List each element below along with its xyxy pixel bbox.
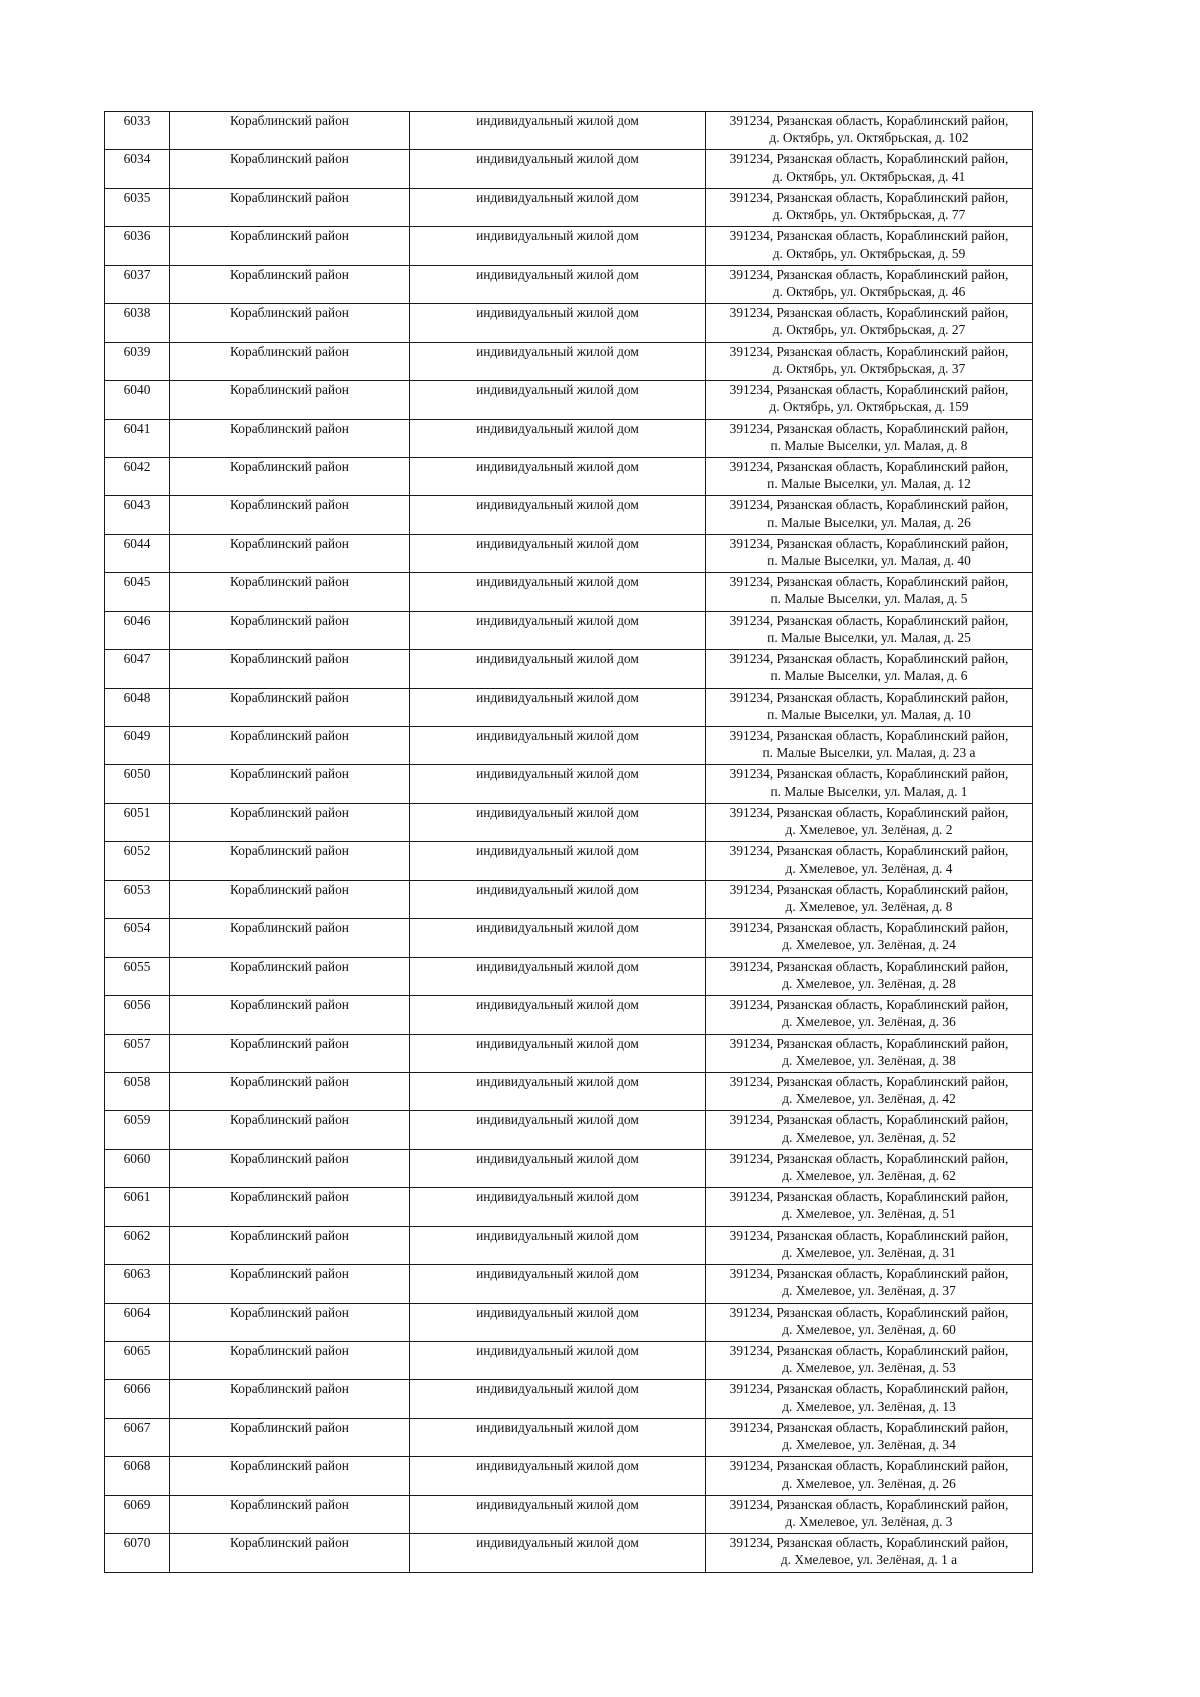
table-row xyxy=(105,1303,1033,1341)
district-cell: Кораблинский район xyxy=(170,1265,410,1303)
table-row xyxy=(105,880,1033,918)
address-line-1: 391234, Рязанская область, Кораблинский район, xyxy=(729,382,1009,398)
address-cell xyxy=(706,957,1033,995)
district-cell: Кораблинский район xyxy=(170,342,410,380)
row-number-cell: 6061 xyxy=(105,1188,170,1226)
address-cell xyxy=(706,842,1033,880)
row-number-cell: 6058 xyxy=(105,1072,170,1110)
address-line-1: 391234, Рязанская область, Кораблинский район, xyxy=(729,1266,1009,1282)
address-line-1: 391234, Рязанская область, Кораблинский район, xyxy=(729,1112,1009,1128)
object-type-cell: индивидуальный жилой дом xyxy=(410,457,706,495)
row-number-cell: 6040 xyxy=(105,381,170,419)
district-cell: Кораблинский район xyxy=(170,765,410,803)
district-cell: Кораблинский район xyxy=(170,1534,410,1572)
address-cell xyxy=(706,1534,1033,1572)
address-line-1: 391234, Рязанская область, Кораблинский район, xyxy=(729,612,1009,628)
address-line-1: 391234, Рязанская область, Кораблинский район, xyxy=(729,997,1009,1013)
address-line-2: п. Малые Выселки, ул. Малая, д. 26 xyxy=(767,514,971,530)
district-cell: Кораблинский район xyxy=(170,1342,410,1380)
row-number-cell: 6052 xyxy=(105,842,170,880)
table-row xyxy=(105,611,1033,649)
table-row xyxy=(105,765,1033,803)
district-cell: Кораблинский район xyxy=(170,496,410,534)
address-line-2: п. Малые Выселки, ул. Малая, д. 8 xyxy=(770,437,968,453)
object-type-cell: индивидуальный жилой дом xyxy=(410,227,706,265)
table-row xyxy=(105,188,1033,226)
object-type-cell: индивидуальный жилой дом xyxy=(410,265,706,303)
row-number-cell: 6039 xyxy=(105,342,170,380)
address-line-2: п. Малые Выселки, ул. Малая, д. 40 xyxy=(767,553,971,569)
address-line-2: д. Хмелевое, ул. Зелёная, д. 38 xyxy=(782,1052,956,1068)
district-cell: Кораблинский район xyxy=(170,381,410,419)
address-line-1: 391234, Рязанская область, Кораблинский район, xyxy=(729,1343,1009,1358)
address-cell xyxy=(706,534,1033,572)
table-row xyxy=(105,1342,1033,1380)
address-line-2: п. Малые Выселки, ул. Малая, д. 5 xyxy=(770,591,968,607)
address-cell xyxy=(706,227,1033,265)
table-row xyxy=(105,1534,1033,1572)
address-line-2: д. Хмелевое, ул. Зелёная, д. 60 xyxy=(782,1321,956,1337)
row-number-cell: 6062 xyxy=(105,1226,170,1264)
address-line-2: д. Хмелевое, ул. Зелёная, д. 52 xyxy=(782,1129,956,1145)
address-cell xyxy=(706,611,1033,649)
address-cell xyxy=(706,1380,1033,1418)
row-number-cell: 6043 xyxy=(105,496,170,534)
district-cell: Кораблинский район xyxy=(170,842,410,880)
object-type-cell: индивидуальный жилой дом xyxy=(410,1342,706,1380)
row-number-cell: 6056 xyxy=(105,996,170,1034)
address-cell xyxy=(706,1111,1033,1149)
address-cell xyxy=(706,265,1033,303)
object-type-cell: индивидуальный жилой дом xyxy=(410,1226,706,1264)
address-cell xyxy=(706,573,1033,611)
row-number-cell: 6051 xyxy=(105,803,170,841)
address-line-2: д. Хмелевое, ул. Зелёная, д. 42 xyxy=(782,1091,956,1107)
table-row xyxy=(105,803,1033,841)
district-cell: Кораблинский район xyxy=(170,1034,410,1072)
address-line-2: п. Малые Выселки, ул. Малая, д. 12 xyxy=(767,476,971,492)
district-cell: Кораблинский район xyxy=(170,1303,410,1341)
table-row xyxy=(105,957,1033,995)
address-line-1: 391234, Рязанская область, Кораблинский район, xyxy=(729,1073,1009,1089)
address-line-1: 391234, Рязанская область, Кораблинский район, xyxy=(729,189,1009,205)
table-row xyxy=(105,688,1033,726)
table-row xyxy=(105,1034,1033,1072)
table-row xyxy=(105,1265,1033,1303)
object-type-cell: индивидуальный жилой дом xyxy=(410,880,706,918)
address-line-1: 391234, Рязанская область, Кораблинский район, xyxy=(729,920,1009,936)
row-number-cell: 6042 xyxy=(105,457,170,495)
row-number-cell: 6054 xyxy=(105,919,170,957)
address-line-2: д. Октябрь, ул. Октябрьская, д. 27 xyxy=(772,322,966,338)
table-row xyxy=(105,1188,1033,1226)
row-number-cell: 6036 xyxy=(105,227,170,265)
row-number-cell: 6035 xyxy=(105,188,170,226)
registry-table xyxy=(104,111,1033,1573)
district-cell: Кораблинский район xyxy=(170,1495,410,1533)
address-cell xyxy=(706,727,1033,765)
address-cell xyxy=(706,880,1033,918)
address-cell xyxy=(706,342,1033,380)
table-row xyxy=(105,419,1033,457)
row-number-cell: 6041 xyxy=(105,419,170,457)
district-cell: Кораблинский район xyxy=(170,304,410,342)
address-cell xyxy=(706,304,1033,342)
address-line-1: 391234, Рязанская область, Кораблинский район, xyxy=(729,458,1009,474)
row-number-cell: 6044 xyxy=(105,534,170,572)
district-cell: Кораблинский район xyxy=(170,227,410,265)
address-line-2: д. Октябрь, ул. Октябрьская, д. 159 xyxy=(769,399,969,415)
address-cell xyxy=(706,1226,1033,1264)
address-line-1: 391234, Рязанская область, Кораблинский район, xyxy=(729,1150,1009,1166)
district-cell: Кораблинский район xyxy=(170,1380,410,1418)
address-line-2: п. Малые Выселки, ул. Малая, д. 1 xyxy=(770,783,968,799)
address-line-1: 391234, Рязанская область, Кораблинский район, xyxy=(729,1535,1009,1551)
district-cell: Кораблинский район xyxy=(170,688,410,726)
address-line-1: 391234, Рязанская область, Кораблинский район, xyxy=(729,113,1009,128)
address-line-1: 391234, Рязанская область, Кораблинский район, xyxy=(729,343,1009,359)
row-number-cell: 6057 xyxy=(105,1034,170,1072)
address-cell xyxy=(706,419,1033,457)
address-line-2: д. Октябрь, ул. Октябрьская, д. 102 xyxy=(769,130,969,146)
object-type-cell: индивидуальный жилой дом xyxy=(410,1418,706,1456)
address-line-1: 391234, Рязанская область, Кораблинский район, xyxy=(729,535,1009,551)
row-number-cell: 6060 xyxy=(105,1149,170,1187)
table-row xyxy=(105,1226,1033,1264)
object-type-cell: индивидуальный жилой дом xyxy=(410,611,706,649)
object-type-cell: индивидуальный жилой дом xyxy=(410,1111,706,1149)
address-line-2: д. Хмелевое, ул. Зелёная, д. 13 xyxy=(782,1398,956,1414)
address-cell xyxy=(706,150,1033,188)
district-cell: Кораблинский район xyxy=(170,534,410,572)
district-cell: Кораблинский район xyxy=(170,1072,410,1110)
address-cell xyxy=(706,919,1033,957)
address-line-1: 391234, Рязанская область, Кораблинский район, xyxy=(729,804,1009,820)
object-type-cell: индивидуальный жилой дом xyxy=(410,381,706,419)
table-row xyxy=(105,457,1033,495)
address-line-1: 391234, Рязанская область, Кораблинский район, xyxy=(729,1419,1009,1435)
address-cell xyxy=(706,1457,1033,1495)
address-line-2: д. Октябрь, ул. Октябрьская, д. 46 xyxy=(772,283,966,299)
object-type-cell: индивидуальный жилой дом xyxy=(410,765,706,803)
object-type-cell: индивидуальный жилой дом xyxy=(410,803,706,841)
row-number-cell: 6055 xyxy=(105,957,170,995)
address-line-1: 391234, Рязанская область, Кораблинский район, xyxy=(729,228,1009,244)
address-line-2: д. Хмелевое, ул. Зелёная, д. 1 а xyxy=(780,1552,958,1568)
registry-table-body xyxy=(105,112,1033,1573)
district-cell: Кораблинский район xyxy=(170,457,410,495)
object-type-cell: индивидуальный жилой дом xyxy=(410,304,706,342)
row-number-cell: 6064 xyxy=(105,1303,170,1341)
row-number-cell: 6069 xyxy=(105,1495,170,1533)
table-row xyxy=(105,1418,1033,1456)
address-line-2: п. Малые Выселки, ул. Малая, д. 6 xyxy=(770,668,968,684)
address-line-2: д. Хмелевое, ул. Зелёная, д. 51 xyxy=(782,1206,956,1222)
address-line-1: 391234, Рязанская область, Кораблинский район, xyxy=(729,420,1009,436)
address-line-1: 391234, Рязанская область, Кораблинский район, xyxy=(729,1227,1009,1243)
address-cell xyxy=(706,1149,1033,1187)
table-row xyxy=(105,996,1033,1034)
address-cell xyxy=(706,996,1033,1034)
table-row xyxy=(105,304,1033,342)
address-line-1: 391234, Рязанская область, Кораблинский район, xyxy=(729,728,1009,743)
district-cell: Кораблинский район xyxy=(170,611,410,649)
district-cell: Кораблинский район xyxy=(170,803,410,841)
address-cell xyxy=(706,1072,1033,1110)
table-row xyxy=(105,265,1033,303)
row-number-cell: 6070 xyxy=(105,1534,170,1572)
object-type-cell: индивидуальный жилой дом xyxy=(410,496,706,534)
row-number-cell: 6045 xyxy=(105,573,170,611)
table-row xyxy=(105,1495,1033,1533)
table-row xyxy=(105,496,1033,534)
address-line-2: д. Хмелевое, ул. Зелёная, д. 62 xyxy=(782,1168,956,1184)
row-number-cell: 6049 xyxy=(105,727,170,765)
row-number-cell: 6048 xyxy=(105,688,170,726)
address-line-1: 391234, Рязанская область, Кораблинский район, xyxy=(729,1304,1009,1320)
object-type-cell: индивидуальный жилой дом xyxy=(410,419,706,457)
district-cell: Кораблинский район xyxy=(170,650,410,688)
object-type-cell: индивидуальный жилой дом xyxy=(410,112,706,150)
object-type-cell: индивидуальный жилой дом xyxy=(410,1149,706,1187)
object-type-cell: индивидуальный жилой дом xyxy=(410,573,706,611)
object-type-cell: индивидуальный жилой дом xyxy=(410,188,706,226)
address-line-2: д. Хмелевое, ул. Зелёная, д. 8 xyxy=(785,898,953,914)
address-cell xyxy=(706,1303,1033,1341)
address-line-2: п. Малые Выселки, ул. Малая, д. 10 xyxy=(767,706,971,722)
row-number-cell: 6065 xyxy=(105,1342,170,1380)
address-line-2: д. Хмелевое, ул. Зелёная, д. 24 xyxy=(782,937,956,953)
address-line-2: д. Хмелевое, ул. Зелёная, д. 3 xyxy=(785,1513,953,1529)
table-row xyxy=(105,1149,1033,1187)
address-line-1: 391234, Рязанская область, Кораблинский район, xyxy=(729,151,1009,167)
address-cell xyxy=(706,112,1033,150)
district-cell: Кораблинский район xyxy=(170,1226,410,1264)
district-cell: Кораблинский район xyxy=(170,996,410,1034)
district-cell: Кораблинский район xyxy=(170,1149,410,1187)
table-row xyxy=(105,227,1033,265)
district-cell: Кораблинский район xyxy=(170,150,410,188)
address-cell xyxy=(706,803,1033,841)
address-line-1: 391234, Рязанская область, Кораблинский район, xyxy=(729,689,1009,705)
district-cell: Кораблинский район xyxy=(170,1457,410,1495)
table-row xyxy=(105,727,1033,765)
address-cell xyxy=(706,1418,1033,1456)
object-type-cell: индивидуальный жилой дом xyxy=(410,150,706,188)
address-line-2: д. Хмелевое, ул. Зелёная, д. 36 xyxy=(782,1014,956,1030)
table-row xyxy=(105,1072,1033,1110)
address-line-1: 391234, Рязанская область, Кораблинский район, xyxy=(729,1035,1009,1051)
table-row xyxy=(105,919,1033,957)
district-cell: Кораблинский район xyxy=(170,573,410,611)
address-cell xyxy=(706,688,1033,726)
address-cell xyxy=(706,765,1033,803)
row-number-cell: 6034 xyxy=(105,150,170,188)
object-type-cell: индивидуальный жилой дом xyxy=(410,1534,706,1572)
address-cell xyxy=(706,457,1033,495)
address-cell xyxy=(706,188,1033,226)
object-type-cell: индивидуальный жилой дом xyxy=(410,1072,706,1110)
row-number-cell: 6050 xyxy=(105,765,170,803)
row-number-cell: 6047 xyxy=(105,650,170,688)
row-number-cell: 6046 xyxy=(105,611,170,649)
object-type-cell: индивидуальный жилой дом xyxy=(410,727,706,765)
district-cell: Кораблинский район xyxy=(170,1111,410,1149)
address-line-2: д. Хмелевое, ул. Зелёная, д. 34 xyxy=(782,1437,956,1453)
address-line-1: 391234, Рязанская область, Кораблинский район, xyxy=(729,651,1009,667)
district-cell: Кораблинский район xyxy=(170,880,410,918)
district-cell: Кораблинский район xyxy=(170,919,410,957)
address-cell xyxy=(706,1265,1033,1303)
district-cell: Кораблинский район xyxy=(170,1418,410,1456)
district-cell: Кораблинский район xyxy=(170,727,410,765)
district-cell: Кораблинский район xyxy=(170,188,410,226)
object-type-cell: индивидуальный жилой дом xyxy=(410,1265,706,1303)
address-line-1: 391234, Рязанская область, Кораблинский район, xyxy=(729,843,1009,859)
district-cell: Кораблинский район xyxy=(170,112,410,150)
address-cell xyxy=(706,381,1033,419)
address-cell xyxy=(706,1034,1033,1072)
address-line-2: п. Малые Выселки, ул. Малая, д. 23 а xyxy=(762,745,976,761)
row-number-cell: 6033 xyxy=(105,112,170,150)
row-number-cell: 6068 xyxy=(105,1457,170,1495)
row-number-cell: 6067 xyxy=(105,1418,170,1456)
address-line-1: 391234, Рязанская область, Кораблинский район, xyxy=(729,497,1009,513)
table-row xyxy=(105,1111,1033,1149)
table-row xyxy=(105,150,1033,188)
object-type-cell: индивидуальный жилой дом xyxy=(410,1303,706,1341)
row-number-cell: 6059 xyxy=(105,1111,170,1149)
object-type-cell: индивидуальный жилой дом xyxy=(410,996,706,1034)
address-line-1: 391234, Рязанская область, Кораблинский район, xyxy=(729,266,1009,282)
address-line-2: д. Хмелевое, ул. Зелёная, д. 26 xyxy=(782,1475,956,1491)
address-line-2: д. Хмелевое, ул. Зелёная, д. 28 xyxy=(782,975,956,991)
address-line-1: 391234, Рязанская область, Кораблинский район, xyxy=(729,881,1009,897)
address-line-2: п. Малые Выселки, ул. Малая, д. 25 xyxy=(767,629,971,645)
district-cell: Кораблинский район xyxy=(170,419,410,457)
table-row xyxy=(105,1380,1033,1418)
address-cell xyxy=(706,1495,1033,1533)
address-cell xyxy=(706,496,1033,534)
table-row xyxy=(105,1457,1033,1495)
row-number-cell: 6037 xyxy=(105,265,170,303)
address-line-2: д. Октябрь, ул. Октябрьская, д. 37 xyxy=(772,360,966,376)
district-cell: Кораблинский район xyxy=(170,1188,410,1226)
table-row xyxy=(105,573,1033,611)
address-cell xyxy=(706,650,1033,688)
table-row xyxy=(105,112,1033,150)
address-line-2: д. Октябрь, ул. Октябрьская, д. 59 xyxy=(772,245,966,261)
address-line-1: 391234, Рязанская область, Кораблинский район, xyxy=(729,1381,1009,1397)
address-line-1: 391234, Рязанская область, Кораблинский район, xyxy=(729,1189,1009,1205)
table-row xyxy=(105,342,1033,380)
address-line-1: 391234, Рязанская область, Кораблинский район, xyxy=(729,1458,1009,1474)
object-type-cell: индивидуальный жилой дом xyxy=(410,342,706,380)
address-line-1: 391234, Рязанская область, Кораблинский район, xyxy=(729,305,1009,321)
row-number-cell: 6053 xyxy=(105,880,170,918)
object-type-cell: индивидуальный жилой дом xyxy=(410,688,706,726)
object-type-cell: индивидуальный жилой дом xyxy=(410,842,706,880)
address-line-2: д. Хмелевое, ул. Зелёная, д. 53 xyxy=(782,1360,956,1376)
district-cell: Кораблинский район xyxy=(170,957,410,995)
object-type-cell: индивидуальный жилой дом xyxy=(410,1188,706,1226)
object-type-cell: индивидуальный жилой дом xyxy=(410,957,706,995)
object-type-cell: индивидуальный жилой дом xyxy=(410,919,706,957)
object-type-cell: индивидуальный жилой дом xyxy=(410,650,706,688)
address-line-2: д. Октябрь, ул. Октябрьская, д. 77 xyxy=(772,207,966,223)
row-number-cell: 6063 xyxy=(105,1265,170,1303)
address-cell xyxy=(706,1188,1033,1226)
address-cell xyxy=(706,1342,1033,1380)
object-type-cell: индивидуальный жилой дом xyxy=(410,534,706,572)
address-line-1: 391234, Рязанская область, Кораблинский район, xyxy=(729,574,1009,590)
object-type-cell: индивидуальный жилой дом xyxy=(410,1495,706,1533)
address-line-2: д. Хмелевое, ул. Зелёная, д. 31 xyxy=(782,1244,956,1260)
address-line-1: 391234, Рязанская область, Кораблинский район, xyxy=(729,766,1009,782)
address-line-1: 391234, Рязанская область, Кораблинский район, xyxy=(729,1496,1009,1512)
object-type-cell: индивидуальный жилой дом xyxy=(410,1034,706,1072)
table-row xyxy=(105,534,1033,572)
district-cell: Кораблинский район xyxy=(170,265,410,303)
table-row xyxy=(105,842,1033,880)
table-row xyxy=(105,381,1033,419)
row-number-cell: 6038 xyxy=(105,304,170,342)
address-line-2: д. Хмелевое, ул. Зелёная, д. 4 xyxy=(785,860,953,876)
address-line-2: д. Хмелевое, ул. Зелёная, д. 37 xyxy=(782,1283,956,1299)
object-type-cell: индивидуальный жилой дом xyxy=(410,1457,706,1495)
row-number-cell: 6066 xyxy=(105,1380,170,1418)
address-line-2: д. Хмелевое, ул. Зелёная, д. 2 xyxy=(785,822,953,838)
table-row xyxy=(105,650,1033,688)
object-type-cell: индивидуальный жилой дом xyxy=(410,1380,706,1418)
address-line-2: д. Октябрь, ул. Октябрьская, д. 41 xyxy=(772,168,966,184)
address-line-1: 391234, Рязанская область, Кораблинский район, xyxy=(729,958,1009,974)
